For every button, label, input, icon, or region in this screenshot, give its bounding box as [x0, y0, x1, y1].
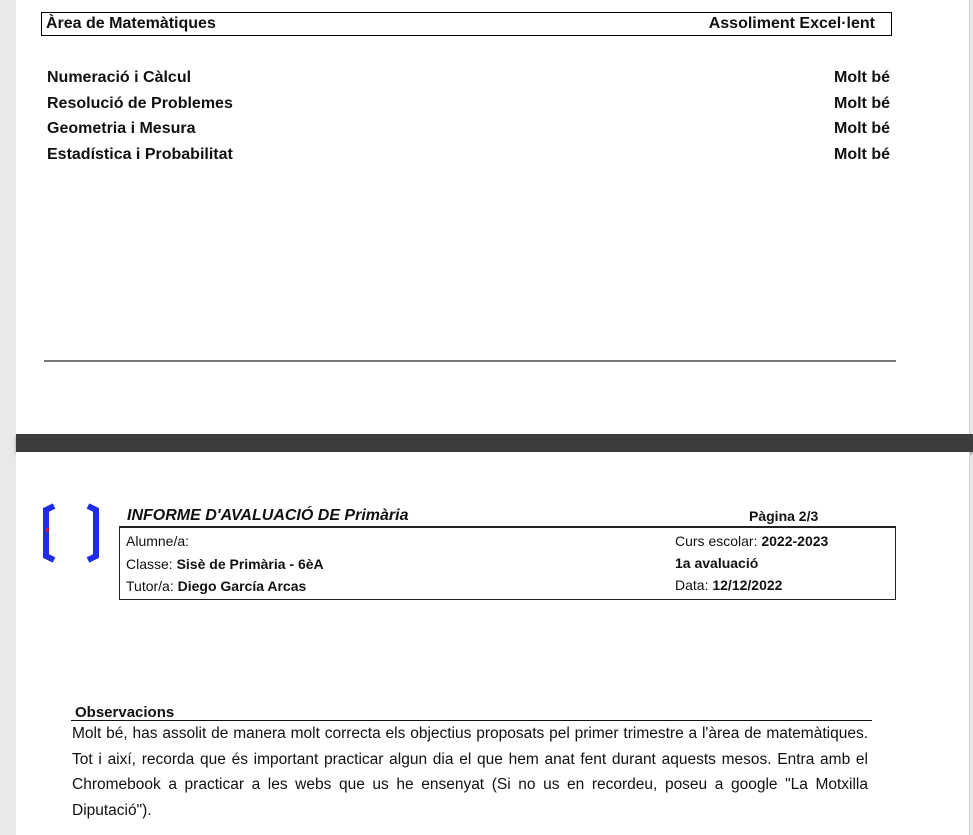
- area-assessment: Assoliment Excel·lent: [708, 15, 875, 32]
- grade-row: [47, 142, 890, 168]
- class-line: [126, 553, 324, 576]
- page-separator: [16, 434, 973, 452]
- date-line: [675, 574, 828, 596]
- grade-value: Molt bé: [834, 94, 890, 112]
- page-1: [16, 0, 970, 434]
- school-year-label: Curs escolar:: [675, 533, 762, 549]
- grade-row: [47, 91, 890, 117]
- date-label: Data:: [675, 577, 713, 593]
- grade-subject: Estadística i Probabilitat: [47, 145, 233, 163]
- observations-title: Observacions: [75, 704, 175, 721]
- evaluation-line: [675, 552, 828, 574]
- page-2: [16, 452, 970, 835]
- student-label: Alumne/a:: [126, 533, 190, 549]
- grade-subject: Resolució de Problemes: [47, 94, 233, 112]
- grade-value: Molt bé: [834, 69, 890, 86]
- grade-value: Molt bé: [834, 145, 890, 163]
- class-label: Classe:: [126, 555, 177, 572]
- grade-row: [47, 65, 890, 91]
- student-info-box: [119, 528, 896, 600]
- page-number: Pàgina 2/3: [749, 508, 819, 524]
- tutor-value: Diego García Arcas: [177, 578, 307, 594]
- grade-row: [47, 116, 890, 142]
- student-info-left: [126, 530, 324, 598]
- student-info-right: [675, 530, 828, 596]
- school-logo-icon: [40, 502, 102, 564]
- evaluation-value: 1a avaluació: [675, 555, 759, 571]
- grade-subject: Numeració i Càlcul: [47, 69, 192, 86]
- area-header: [41, 12, 892, 36]
- class-value: Sisè de Primària - 6èA: [176, 555, 324, 572]
- tutor-label: Tutor/a:: [126, 578, 178, 594]
- observations-text: Molt bé, has assolit de manera molt correcta els objectius proposats pel primer trimestre a l'àrea de matemàtiques. Tot i així, recorda que és important practicar algun dia el que hem anat fent durant aquests mesos. Entra amb el Chromebook a practicar a les webs que us he ensenyat (Si no us en recordeu, poseu a google "La Motxilla Diputació").: [72, 725, 868, 819]
- grades-list: [47, 65, 890, 167]
- report-title: INFORME D'AVALUACIÓ DE Primària: [127, 507, 409, 524]
- grade-subject: Geometria i Mesura: [47, 120, 196, 137]
- school-year-value: 2022-2023: [761, 533, 829, 549]
- date-value: 12/12/2022: [712, 577, 783, 593]
- school-year-line: [675, 530, 828, 552]
- grade-value: Molt bé: [834, 120, 890, 137]
- tutor-line: [126, 575, 324, 598]
- area-title: Àrea de Matemàtiques: [46, 15, 216, 32]
- section-divider: [44, 360, 896, 362]
